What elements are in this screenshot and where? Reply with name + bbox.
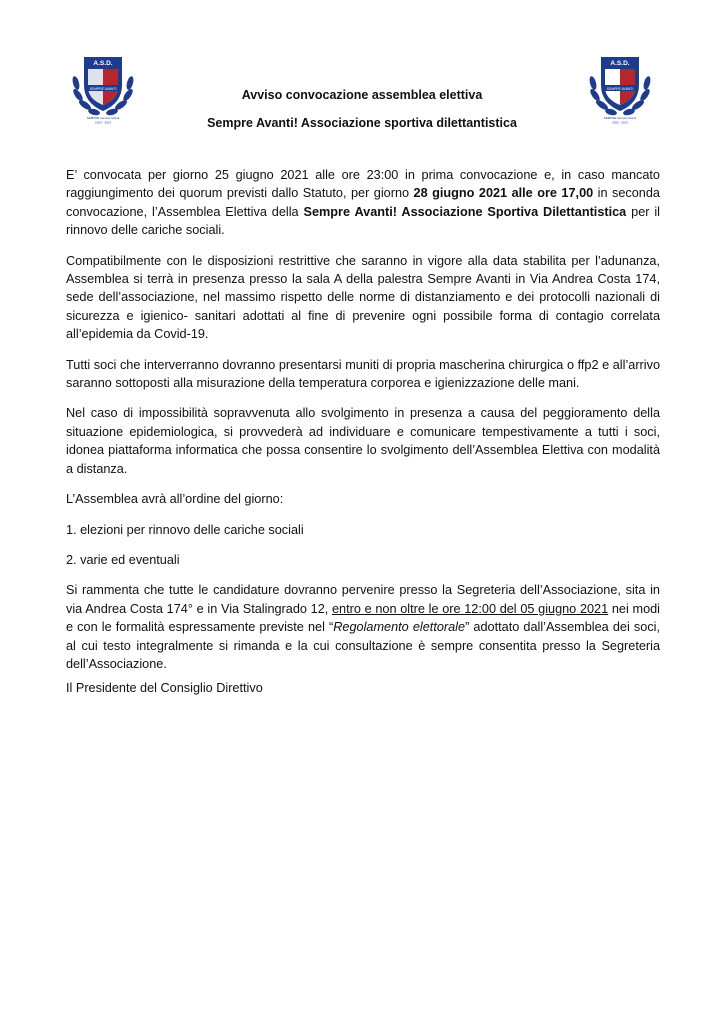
- paragraph-remote: Nel caso di impossibilità sopravvenuta allo svolgimento in presenza a causa del peggioramento della situazione epidemiologica, si provvederà ad individuare e comunicare tempestivamente a tutti i soci, idonea piattaforma informatica che possa consentire lo svolgimento dell’Assemblea Elettiva con modalità a distanza.: [66, 406, 660, 476]
- logo-top-text: A.S.D.: [93, 60, 113, 67]
- agenda-item: 2. varie ed eventuali: [66, 552, 180, 567]
- paragraph-safety: Tutti soci che interverranno dovranno presentarsi muniti di propria mascherina chirurgica o ffp2 e all’arrivo saranno sottoposti alla misurazione della temperatura corporea e igienizzazione delle mani.: [66, 357, 660, 391]
- logo-years-text: 1903 - 2013: [611, 120, 629, 125]
- regulation-title: Regolamento elettorale: [333, 620, 466, 635]
- paragraph-agenda-intro: L’Assemblea avrà all’ordine del giorno:: [66, 492, 284, 507]
- association-logo-right: [587, 45, 653, 125]
- agenda-item: 1. elezioni per rinnovo delle cariche sociali: [66, 522, 304, 537]
- signature: Il Presidente del Consiglio Direttivo: [66, 681, 263, 695]
- logo-banner-text: SEMPRE AVANTI: [606, 86, 634, 91]
- agenda-list: [66, 521, 660, 570]
- logo-banner-text: SEMPRE AVANTI: [89, 86, 117, 91]
- paragraph-candidatures: Si rammenta che tutte le candidature dovranno pervenire presso la Segreteria dell’Associazione, sita in via Andrea Costa 174° e in Via Stalingrado 12, entro e non oltre le ore 12:00 del 05 giugno 2021 nei modi e con le formalità espressamente previste nel “Regolamento elettorale” adottato dall’Assemblea dei soci, al cui testo integralmente si rimanda e la cui consultazione è sempre consentita presso la Segreteria dell’Associazione.: [66, 583, 661, 671]
- logo-motto-text: SEMPRE sempre Avanti: [603, 116, 637, 120]
- second-call-date: 28 giugno 2021 alle ore 17,00: [413, 186, 594, 201]
- paragraph-venue: Compatibilmente con le disposizioni restrittive che saranno in vigore alla data stabilita per l’adunanza, Assemblea si terrà in presenza presso la sala A della palestra Sempre Avanti in Via Andrea Costa 174, sede dell’associazione, nel massimo rispetto delle norme di distanziamento e dei protocolli nazionali di sicurezza e igienico- sanitari adottati al fine di prevenire ogni possibile forma di contagio correlata all’epidemia da Covid-19.: [66, 253, 660, 342]
- paragraph-convocation: E’ convocata per giorno 25 giugno 2021 alle ore 23:00 in prima convocazione e, in caso mancato raggiungimento dei quorum previsti dallo Statuto, per giorno 28 giugno 2021 alle ore 17,00 in seconda convocazione, l’Assemblea Elettiva della Sempre Avanti! Associazione Sportiva Dilettantistica per il rinnovo delle cariche sociali.: [66, 168, 661, 238]
- logo-years-text: 1903 - 2013: [94, 120, 112, 125]
- document-body: [66, 166, 660, 685]
- association-logo-left: [70, 45, 136, 125]
- deadline-text: entro e non oltre le ore 12:00 del 05 giugno 2021: [332, 601, 609, 616]
- logo-top-text: A.S.D.: [610, 60, 630, 67]
- association-name: Sempre Avanti! Associazione Sportiva Dilettantistica: [303, 204, 627, 219]
- document-subtitle: Sempre Avanti! Associazione sportiva dilettantistica: [207, 116, 517, 130]
- document-title: Avviso convocazione assemblea elettiva: [241, 88, 483, 102]
- logo-motto-text: SEMPRE sempre Avanti: [86, 116, 120, 120]
